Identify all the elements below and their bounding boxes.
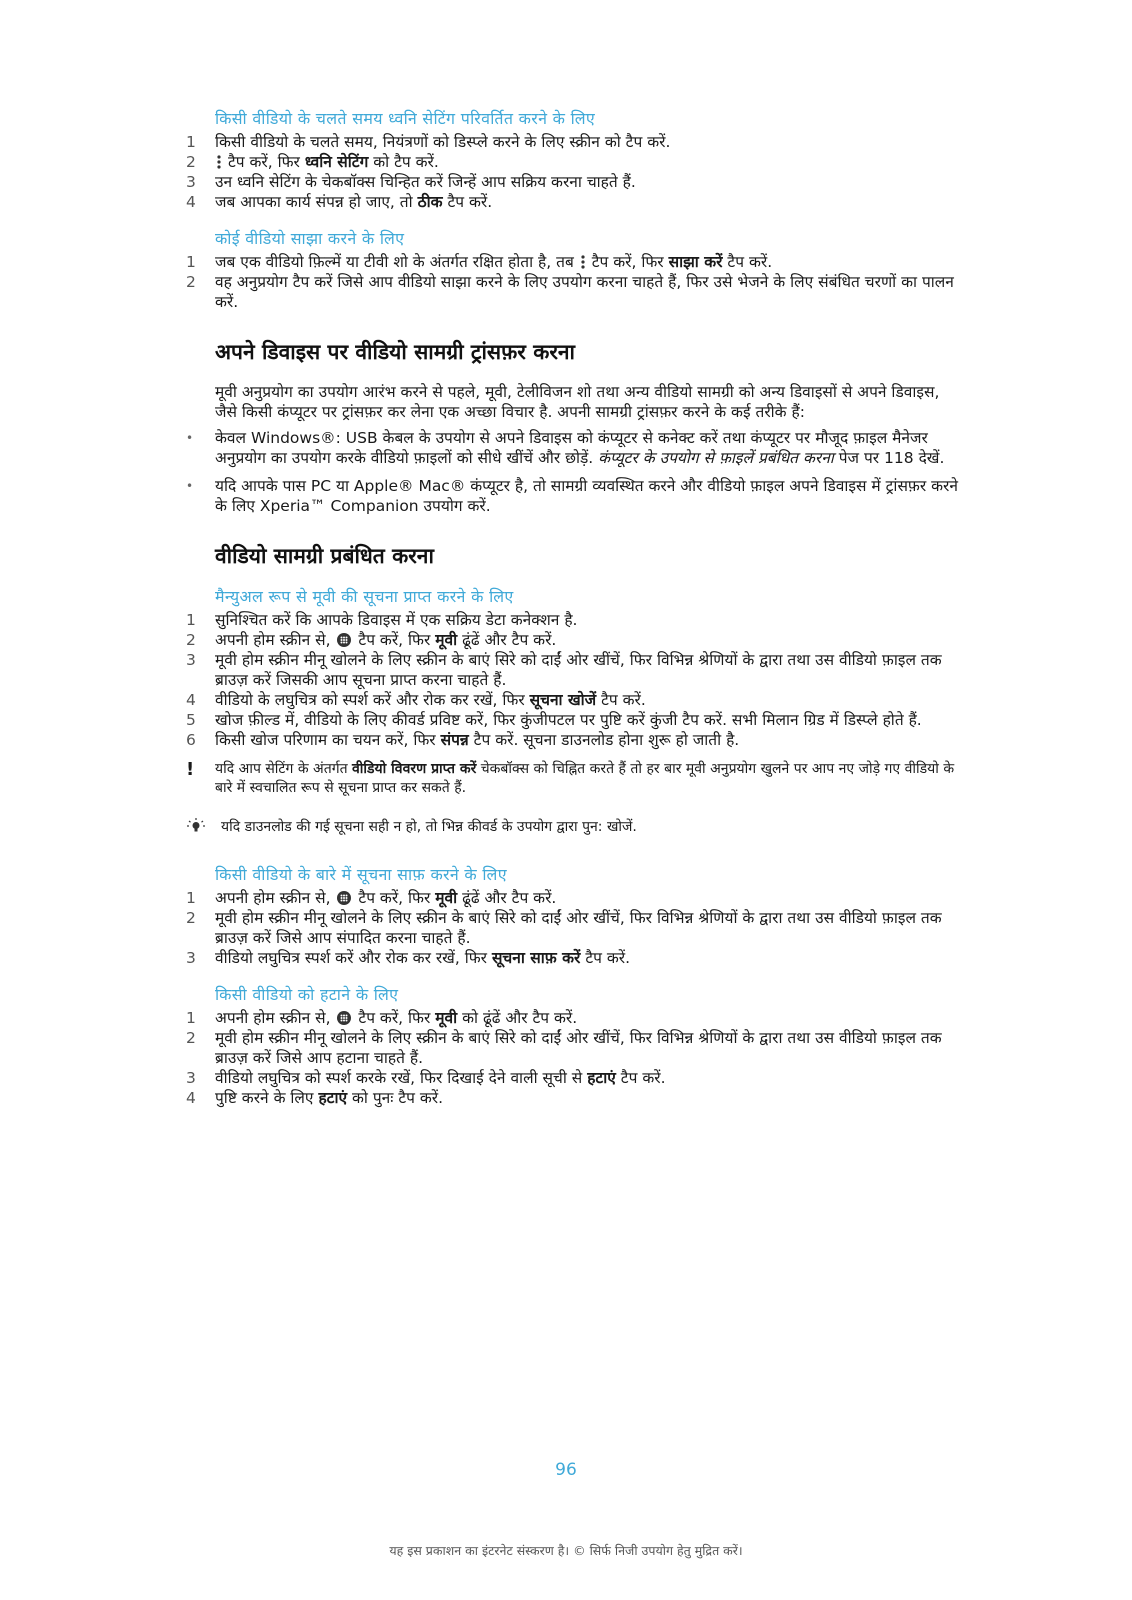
subsection-title-share-video: कोई वीडियो साझा करने के लिए: [215, 229, 405, 248]
app-screen-icon: [337, 633, 351, 647]
tip-box: यदि डाउनलोड की गई सूचना सही न हो, तो भिन्न कीवर्ड के उपयोग द्वारा पुन: खोजें.: [186, 818, 966, 838]
step: 1 जब एक वीडियो फ़िल्में या टीवी शो के अंतर्गत रक्षित होता है, तब टैप करें, फिर साझा करें टैप करें.: [186, 253, 773, 271]
steps-share-video: [186, 252, 966, 312]
heading-transfer-video: अपने डिवाइस पर वीडियो सामग्री ट्रांसफ़र करना: [215, 340, 575, 364]
cross-reference-link[interactable]: कंप्यूटर के उपयोग से फ़ाइलें प्रबंधित करना: [598, 449, 834, 467]
app-screen-icon: [337, 1011, 351, 1025]
more-options-icon: [581, 254, 585, 268]
step: 4 वीडियो के लघुचित्र को स्पर्श करें और रोक कर रखें, फिर सूचना खोजें टैप करें.: [186, 691, 646, 709]
subsection-title-get-movie-info: मैन्युअल रूप से मूवी की सूचना प्राप्त करने के लिए: [215, 587, 514, 606]
step: 3 उन ध्वनि सेटिंग के चेकबॉक्स चिन्हित करें जिन्हें आप सक्रिय करना चाहते हैं.: [186, 173, 636, 191]
step: 4 जब आपका कार्य संपन्न हो जाए, तो ठीक टैप करें.: [186, 193, 493, 211]
subsection-title-sound-settings: किसी वीडियो के चलते समय ध्वनि सेटिंग परिवर्तित करने के लिए: [215, 109, 596, 128]
step: 1 किसी वीडियो के चलते समय, नियंत्रणों को डिस्प्ले करने के लिए स्क्रीन को टैप करें.: [186, 133, 671, 151]
more-options-icon: [217, 154, 221, 168]
step: 2 टैप करें, फिर ध्वनि सेटिंग को टैप करें.: [186, 153, 439, 171]
lightbulb-icon: [186, 818, 221, 838]
page-footer: यह इस प्रकाशन का इंटरनेट संस्करण है। © सिर्फ निजी उपयोग हेतु मुद्रित करें।: [389, 1543, 743, 1558]
step: 2 वह अनुप्रयोग टैप करें जिसे आप वीडियो साझा करने के लिए उपयोग करना चाहते हैं, फिर उसे भेजने के लिए संबंधित चरणों का पालन करें.: [186, 273, 954, 311]
step: 2 अपनी होम स्क्रीन से, टैप करें, फिर मूवी ढूंढें और टैप करें.: [186, 631, 557, 649]
page-number: 96: [555, 1460, 577, 1480]
step: 6 किसी खोज परिणाम का चयन करें, फिर संपन्न टैप करें. सूचना डाउनलोड होना शुरू हो जाती है.: [186, 731, 740, 749]
steps-sound-settings: [186, 132, 966, 212]
step: 1 सुनिश्चित करें कि आपके डिवाइस में एक सक्रिय डेटा कनेक्शन है.: [186, 611, 578, 629]
steps-delete-video: [186, 1008, 966, 1108]
step: 3 वीडियो लघुचित्र स्पर्श करें और रोक कर रखें, फिर सूचना साफ़ करें टैप करें.: [186, 949, 631, 967]
subsection-title-delete-video: किसी वीडियो को हटाने के लिए: [215, 985, 399, 1004]
step: 2 मूवी होम स्क्रीन मीनू खोलने के लिए स्क्रीन के बाएं सिरे को दाईं ओर खींचें, फिर विभिन्न श्रेणियों के द्वारा तथा उस वीडियो फ़ाइल तक ब्राउज़ करें जिसे आप संपादित करना चाहते हैं.: [186, 909, 942, 947]
bullet-mac: • यदि आपके पास PC या Apple® Mac® कंप्यूटर है, तो सामग्री व्यवस्थित करने और वीडियो फ़ाइल अपने डिवाइस में ट्रांसफ़र करने के लिए Xperia™ Companion उपयोग करें.: [186, 477, 958, 515]
bullet-windows: • केवल Windows®: USB केबल के उपयोग से अपने डिवाइस को कंप्यूटर से कनेक्ट करें तथा कंप्यूटर पर मौजूद फ़ाइल मैनेजर अनुप्रयोग का उपयोग करके वीडियो फ़ाइलों को सीधे खींचें और छोड़ें. कंप्यूटर के उपयोग से फ़ाइलें प्रबंधित करना पेज पर 118 देखें.: [186, 429, 945, 467]
exclamation-icon: !: [186, 759, 195, 780]
step: 3 मूवी होम स्क्रीन मीनू खोलने के लिए स्क्रीन के बाएं सिरे को दाईं ओर खींचें, फिर विभिन्न श्रेणियों के द्वारा तथा उस वीडियो फ़ाइल तक ब्राउज़ करें जिसकी आप सूचना प्राप्त करना चाहते हैं.: [186, 651, 942, 689]
heading-manage-video: वीडियो सामग्री प्रबंधित करना: [215, 544, 434, 568]
step: 5 खोज फ़ील्ड में, वीडियो के लिए कीवर्ड प्रविष्ट करें, फिर कुंजीपटल पर पुष्टि करें कुंजी टैप करें. सभी मिलान ग्रिड में डिस्प्ले होते हैं.: [186, 711, 922, 729]
step: 2 मूवी होम स्क्रीन मीनू खोलने के लिए स्क्रीन के बाएं सिरे को दाईं ओर खींचें, फिर विभिन्न श्रेणियों के द्वारा तथा उस वीडियो फ़ाइल तक ब्राउज़ करें जिसे आप हटाना चाहते हैं.: [186, 1029, 942, 1067]
paragraph-transfer-intro: मूवी अनुप्रयोग का उपयोग आरंभ करने से पहले, मूवी, टेलीविजन शो तथा अन्य वीडियो सामग्री को अन्य डिवाइसों से अपने डिवाइस, जैसे किसी कंप्यूटर पर ट्रांसफ़र कर लेना एक अच्छा विचार है. अपनी सामग्री ट्रांसफ़र करने के कई तरीके हैं:: [215, 383, 940, 421]
bullet-dot: •: [186, 479, 194, 493]
page-content: [186, 108, 966, 1124]
app-screen-icon: [337, 891, 351, 905]
step: 4 पुष्टि करने के लिए हटाएं को पुनः टैप करें.: [186, 1089, 444, 1107]
subsection-title-clear-info: किसी वीडियो के बारे में सूचना साफ़ करने के लिए: [215, 865, 507, 884]
bullet-dot: •: [186, 431, 194, 445]
step: 1 अपनी होम स्क्रीन से, टैप करें, फिर मूवी ढूंढें और टैप करें.: [186, 889, 557, 907]
step: 3 वीडियो लघुचित्र को स्पर्श करके रखें, फिर दिखाई देने वाली सूची से हटाएं टैप करें.: [186, 1069, 666, 1087]
note-box: ! यदि आप सेटिंग के अंतर्गत वीडियो विवरण प्राप्त करें चेकबॉक्स को चिह्नित करते हैं तो हर बार मूवी अनुप्रयोग खुलने पर आप नए जोड़े गए वीडियो के बारे में स्वचालित रूप से सूचना प्राप्त कर सकते हैं.: [186, 759, 955, 796]
steps-get-movie-info: [186, 610, 966, 750]
steps-clear-info: [186, 888, 966, 968]
step: 1 अपनी होम स्क्रीन से, टैप करें, फिर मूवी को ढूंढें और टैप करें.: [186, 1009, 578, 1027]
